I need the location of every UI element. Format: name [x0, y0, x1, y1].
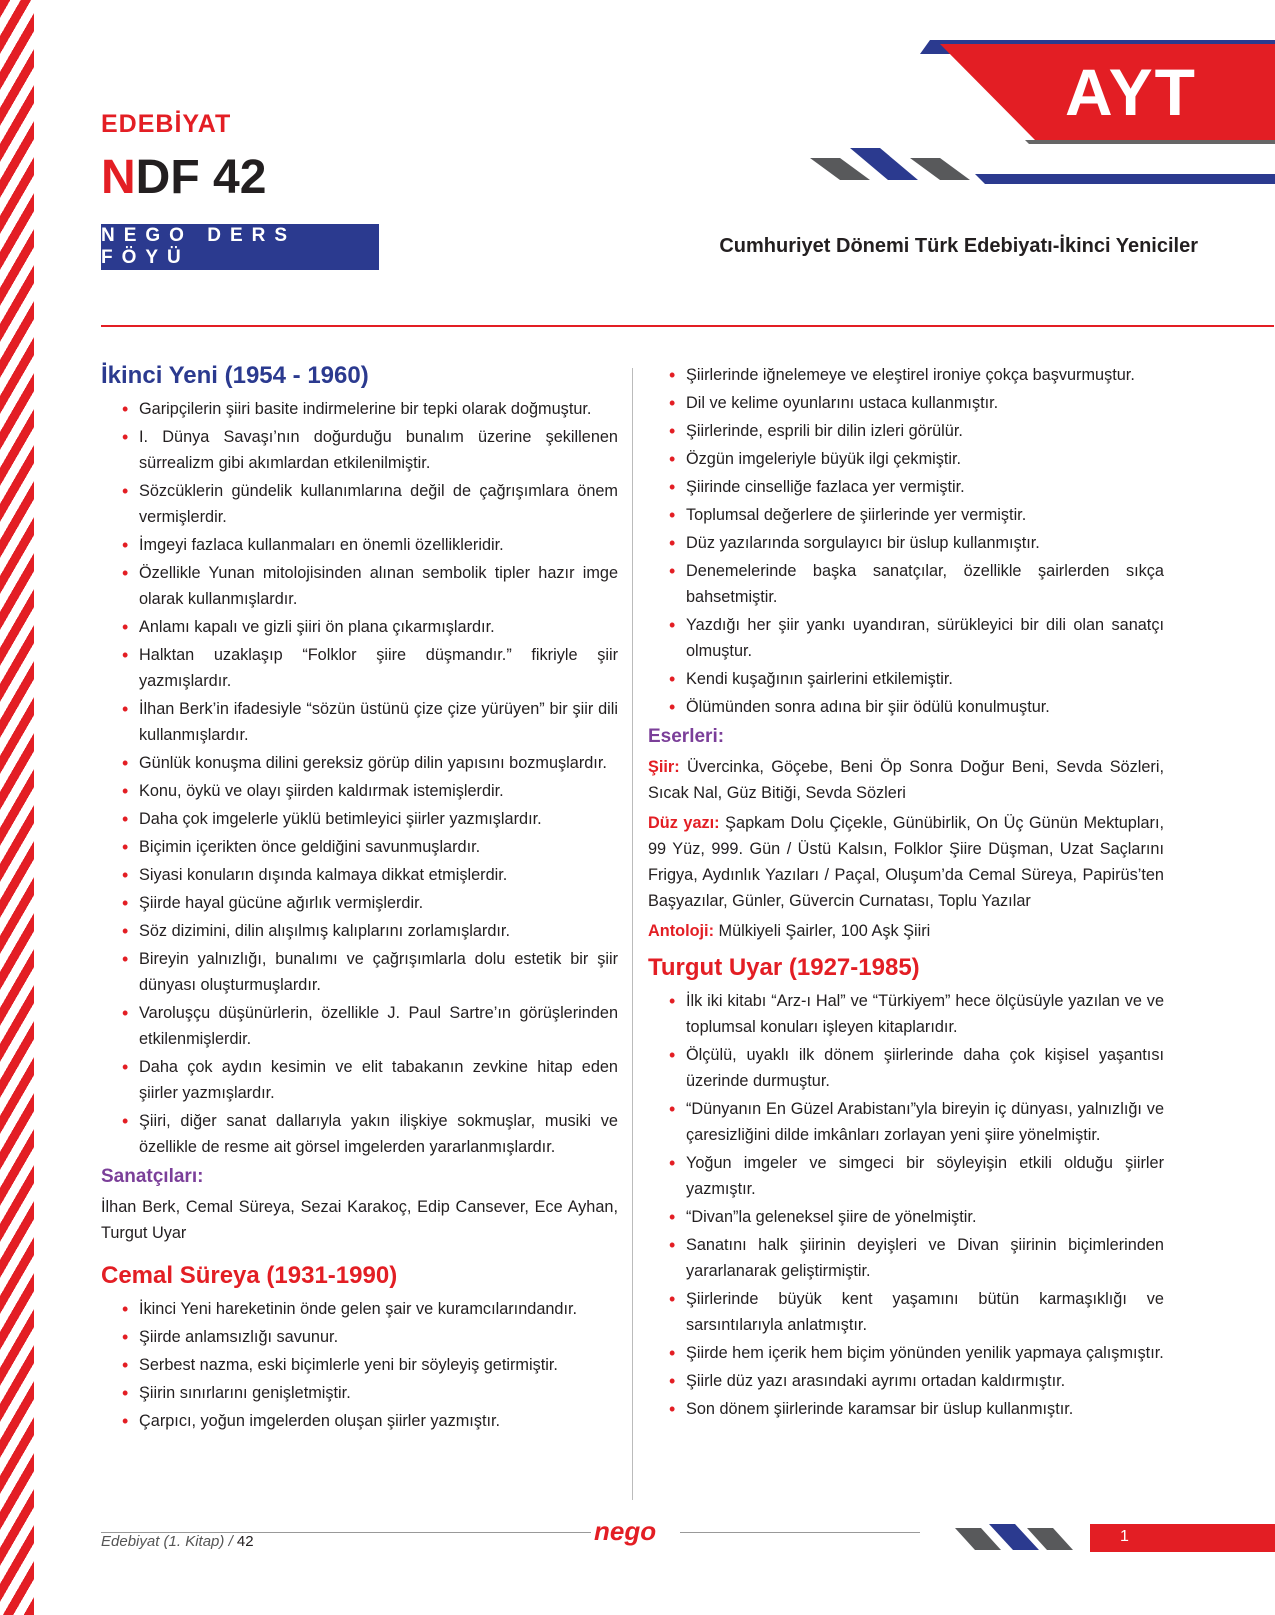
- left-column: [101, 362, 618, 1436]
- series-badge: NEGO DERS FÖYÜ: [101, 224, 379, 270]
- footer-divider-right: [680, 1532, 920, 1533]
- list-item: • Şiirle düz yazı arasındaki ayrımı ortadan kaldırmıştır.: [686, 1368, 1164, 1394]
- artists-list: İlhan Berk, Cemal Süreya, Sezai Karakoç, Edip Cansever, Ece Ayhan, Turgut Uyar: [101, 1198, 618, 1242]
- ikinci-yeni-list: [101, 396, 618, 1160]
- poetry-text: Üvercinka, Göçebe, Beni Öp Sonra Doğur Beni, Sevda Sözleri, Sıcak Nal, Güz Bitiği, Sevda Sözleri: [648, 758, 1164, 802]
- list-item: • Yoğun imgeler ve simgeci bir söyleyişin etkili olduğu şiirler yazmıştır.: [686, 1150, 1164, 1202]
- list-item: • Biçimin içerikten önce geldiğini savunmuşlardır.: [139, 834, 618, 860]
- list-item: • Denemelerinde başka sanatçılar, özellikle şairlerden sıkça bahsetmiştir.: [686, 558, 1164, 610]
- anthology-label: Antoloji:: [648, 922, 715, 940]
- header-navy-bar: [975, 174, 1275, 184]
- list-item: • Şiiri, diğer sanat dallarıyla yakın ilişkiye sokmuşlar, musiki ve özellikle de resme ait görsel imgelerden yararlanmışlardır.: [139, 1108, 618, 1160]
- section-title-cemal-sureya: Cemal Süreya (1931-1990): [101, 1262, 398, 1289]
- list-item: • İlhan Berk’in ifadesiyle “sözün üstünü çize çize yürüyen” bir şiir dili kullanmışlardır.: [139, 696, 618, 748]
- list-item: • Konu, öykü ve olayı şiirden kaldırmak istemişlerdir.: [139, 778, 618, 804]
- exam-badge: AYT: [1065, 55, 1197, 129]
- code-initial: N: [101, 151, 136, 204]
- list-item: • Şiirin sınırlarını genişletmiştir.: [139, 1380, 618, 1406]
- list-item: • İmgeyi fazlaca kullanmaları en önemli özellikleridir.: [139, 532, 618, 558]
- poetry-label: Şiir:: [648, 758, 680, 776]
- cemal-sureya-list: [101, 1296, 618, 1434]
- list-item: • Bireyin yalnızlığı, bunalımı ve çağrışımlarla dolu estetik bir şiir dünyası oluşturmuşlardır.: [139, 946, 618, 998]
- list-item: • Ölümünden sonra adına bir şiir ödülü konulmuştur.: [686, 694, 1164, 720]
- footer-book-label: Edebiyat (1. Kitap) / 42: [101, 1533, 254, 1550]
- turgut-uyar-list: [648, 988, 1164, 1422]
- list-item: • Çarpıcı, yoğun imgelerden oluşan şiirler yazmıştır.: [139, 1408, 618, 1434]
- list-item: • Sanatını halk şiirinin deyişleri ve Divan şiirinin biçimlerinden yararlanarak geliştirmiştir.: [686, 1232, 1164, 1284]
- list-item: • Garipçilerin şiiri basite indirmelerine bir tepki olarak doğmuştur.: [139, 396, 618, 422]
- header-graphic: [800, 30, 1275, 190]
- right-column: [648, 362, 1164, 1424]
- list-item: • Şiirde hem içerik hem biçim yönünden yenilik yapmaya çalışmıştır.: [686, 1340, 1164, 1366]
- list-item: • Siyasi konuların dışında kalmaya dikkat etmişlerdir.: [139, 862, 618, 888]
- list-item: • Serbest nazma, eski biçimlerle yeni bir söyleyiş getirmiştir.: [139, 1352, 618, 1378]
- column-divider: [632, 368, 633, 1500]
- prose-text: Şapkam Dolu Çiçekle, Günübirlik, On Üç Günün Mektupları, 99 Yüz, 999. Gün / Üstü Kalsın, Folklor Şiire Düşman, Uzat Saçlarını Frigya, Aydınlık Yazıları / Paçal, Oluşum’da Cemal Süreya, Papirüs’ten Başyazılar, Günler, Güvercin Curnatası, Toplu Yazılar: [648, 814, 1164, 910]
- decorative-stripe: [0, 0, 34, 1615]
- list-item: • Şiirde anlamsızlığı savunur.: [139, 1324, 618, 1350]
- chevron-dark-1: [810, 158, 870, 180]
- cemal-sureya-list-continued: [648, 362, 1164, 720]
- list-item: • Halktan uzaklaşıp “Folklor şiire düşmandır.” fikriyle şiir yazmışlardır.: [139, 642, 618, 694]
- list-item: • Söz dizimini, dilin alışılmış kalıplarını zorlamışlardır.: [139, 918, 618, 944]
- topic-title: Cumhuriyet Dönemi Türk Edebiyatı-İkinci Yeniciler: [719, 235, 1198, 257]
- list-item: • Özellikle Yunan mitolojisinden alınan sembolik tipler hazır imge olarak kullanmışlardır.: [139, 560, 618, 612]
- list-item: • “Divan”la geleneksel şiire de yönelmiştir.: [686, 1204, 1164, 1230]
- works-poetry: [648, 754, 1164, 806]
- list-item: • Düz yazılarında sorgulayıcı bir üslup kullanmıştır.: [686, 530, 1164, 556]
- list-item: • Özgün imgeleriyle büyük ilgi çekmiştir.: [686, 446, 1164, 472]
- section-title-turgut-uyar: Turgut Uyar (1927-1985): [648, 954, 920, 981]
- code-rest: DF 42: [135, 151, 267, 204]
- document-code: [101, 150, 266, 205]
- works-anthology: [648, 918, 1164, 944]
- nego-logo: nego: [594, 1516, 657, 1546]
- list-item: • Şiirlerinde büyük kent yaşamını bütün karmaşıklığı ve sarsıntılarıyla anlatmıştır.: [686, 1286, 1164, 1338]
- list-item: • İlk iki kitabı “Arz-ı Hal” ve “Türkiyem” hece ölçüsüyle yazılan ve ve toplumsal konuları işleyen kitaplarıdır.: [686, 988, 1164, 1040]
- list-item: • Şiirlerinde iğnelemeye ve eleştirel ironiye çokça başvurmuştur.: [686, 362, 1164, 388]
- list-item: • Şiirinde cinselliğe fazlaca yer vermiştir.: [686, 474, 1164, 500]
- works-prose: [648, 810, 1164, 914]
- list-item: • Daha çok imgelerle yüklü betimleyici şiirler yazmışlardır.: [139, 806, 618, 832]
- page-number-box: [1090, 1524, 1275, 1552]
- list-item: • Anlamı kapalı ve gizli şiiri ön plana çıkarmışlardır.: [139, 614, 618, 640]
- subject-label: EDEBİYAT: [101, 110, 232, 138]
- footer-book-page: 42: [236, 1533, 254, 1550]
- footer-chevrons: [955, 1524, 1090, 1552]
- list-item: • “Dünyanın En Güzel Arabistanı”yla bireyin iç dünyası, yalnızlığı ve çaresizliğini dilde imkânları zorlayan yeni şiire yönelmiştir.: [686, 1096, 1164, 1148]
- list-item: • Sözcüklerin gündelik kullanımlarına değil de çağrışımlara önem vermişlerdir.: [139, 478, 618, 530]
- list-item: • Toplumsal değerlere de şiirlerinde yer vermiştir.: [686, 502, 1164, 528]
- list-item: • Ölçülü, uyaklı ilk dönem şiirlerinde daha çok kişisel yaşantısı üzerinde durmuştur.: [686, 1042, 1164, 1094]
- anthology-text: Mülkiyeli Şairler, 100 Aşk Şiiri: [718, 922, 931, 940]
- list-item: • Daha çok aydın kesimin ve elit tabakanın zevkine hitap eden şiirler yazmışlardır.: [139, 1054, 618, 1106]
- works-heading: Eserleri:: [648, 726, 725, 747]
- header-gray-line: [1025, 140, 1275, 144]
- page-number: 1: [1120, 1528, 1129, 1545]
- prose-label: Düz yazı:: [648, 814, 720, 832]
- artists-heading: Sanatçıları:: [101, 1166, 204, 1187]
- chevron-dark-2: [910, 158, 970, 180]
- list-item: • Dil ve kelime oyunlarını ustaca kullanmıştır.: [686, 390, 1164, 416]
- list-item: • İkinci Yeni hareketinin önde gelen şair ve kuramcılarındandır.: [139, 1296, 618, 1322]
- list-item: • Kendi kuşağının şairlerini etkilemiştir.: [686, 666, 1164, 692]
- list-item: • Şiirlerinde, esprili bir dilin izleri görülür.: [686, 418, 1164, 444]
- list-item: • Varoluşçu düşünürlerin, özellikle J. Paul Sartre’ın görüşlerinden etkilenmişlerdir.: [139, 1000, 618, 1052]
- list-item: • Şiirde hayal gücüne ağırlık vermişlerdir.: [139, 890, 618, 916]
- list-item: • I. Dünya Savaşı’nın doğurduğu bunalım üzerine şekillenen sürrealizm gibi akımlardan etkilenilmiştir.: [139, 424, 618, 476]
- section-title-ikinci-yeni: İkinci Yeni (1954 - 1960): [101, 362, 369, 389]
- list-item: • Yazdığı her şiir yankı uyandıran, sürükleyici bir dili olan sanatçı olmuştur.: [686, 612, 1164, 664]
- header-divider: [101, 325, 1274, 327]
- list-item: • Son dönem şiirlerinde karamsar bir üslup kullanmıştır.: [686, 1396, 1164, 1422]
- list-item: • Günlük konuşma dilini gereksiz görüp dilin yapısını bozmuşlardır.: [139, 750, 618, 776]
